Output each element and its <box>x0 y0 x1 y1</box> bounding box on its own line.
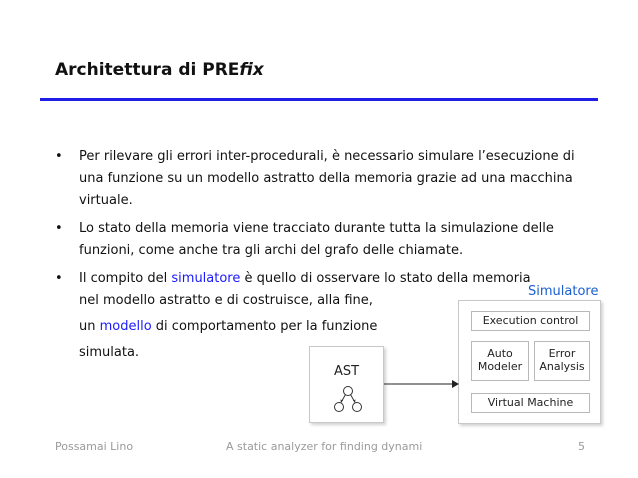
page-number: 5 <box>578 440 585 453</box>
simulator-box <box>458 300 601 424</box>
auto-modeler-box <box>471 341 529 381</box>
execution-control-box: Execution control <box>471 311 590 331</box>
auto-modeler-line2: Modeler <box>477 360 523 373</box>
modello-highlight: modello <box>99 319 152 334</box>
bullet-text-segment: un <box>79 319 100 334</box>
bullet-text-segment: Il compito del <box>79 271 172 286</box>
bullet-dot-icon: • <box>55 271 63 286</box>
error-analysis-line2: Analysis <box>539 360 585 373</box>
arrow-right-icon <box>384 378 460 390</box>
bullet-text-segment: di comportamento per la funzione <box>151 319 378 334</box>
bullet-dot-icon: • <box>55 149 63 164</box>
bullet-text: Lo stato della memoria viene tracciato durante tutta la simulazione delle funzioni, come anche tra gli archi del grafo delle chiamate. <box>79 221 554 258</box>
simulator-label: Simulatore <box>528 284 599 299</box>
ast-box <box>309 346 384 423</box>
tree-graph-icon <box>332 385 364 415</box>
ast-label: AST <box>333 364 360 379</box>
bullet-text-line: nel modello astratto e di costruisce, alla fine, <box>79 293 373 308</box>
slide-title <box>55 60 264 80</box>
auto-modeler-line1: Auto <box>487 347 513 360</box>
slide-title-italic: fix <box>239 60 264 80</box>
bullet-text: Per rilevare gli errori inter-procedurali, è necessario simulare l’esecuzione di una funzione su un modello astratto della memoria grazie ad una macchina virtuale. <box>79 149 575 208</box>
bullet-item <box>55 146 595 212</box>
bullet-text-line: simulata. <box>79 345 140 360</box>
bullet-text-segment: è quello di osservare lo stato della memoria <box>240 271 531 286</box>
simulatore-highlight: simulatore <box>171 271 241 286</box>
bullet-dot-icon: • <box>55 221 63 236</box>
error-analysis-box <box>534 341 590 381</box>
footer-author: Possamai Lino <box>55 440 134 453</box>
bullet-item <box>55 218 595 262</box>
slide-title-main: Architettura di PRE <box>55 60 240 80</box>
virtual-machine-box: Virtual Machine <box>471 393 590 413</box>
footer-subtitle: A static analyzer for finding dynami <box>226 440 423 453</box>
error-analysis-line1: Error <box>548 347 576 360</box>
title-divider <box>40 98 598 101</box>
